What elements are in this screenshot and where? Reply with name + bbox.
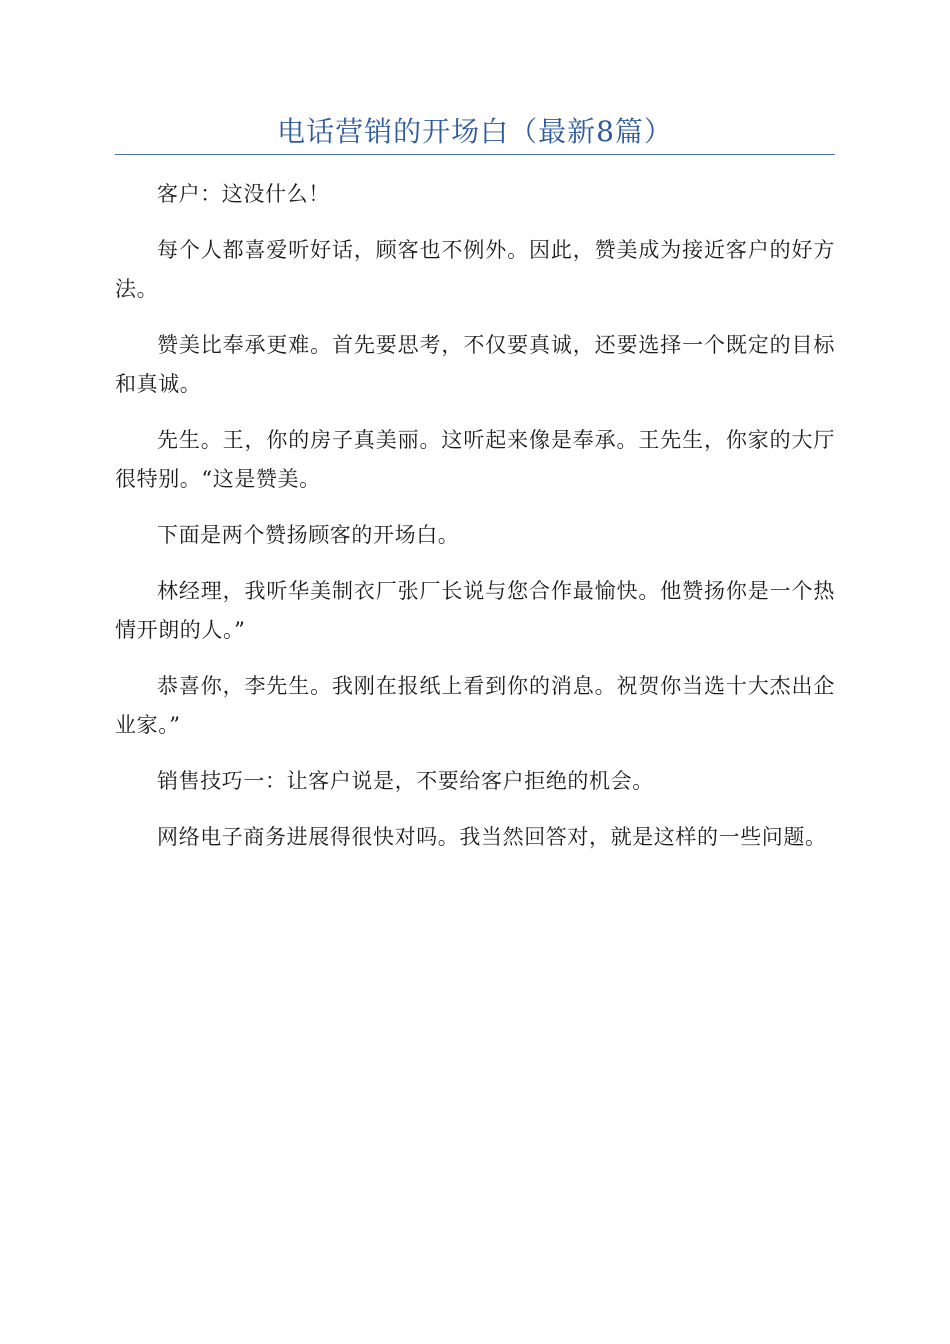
title-underline [115, 154, 835, 155]
paragraph-7: 恭喜你，李先生。我刚在报纸上看到你的消息。祝贺你当选十大杰出企业家。” [115, 674, 835, 737]
paragraph-5: 下面是两个赞扬顾客的开场白。 [157, 523, 460, 547]
paragraph-6: 林经理，我听华美制衣厂张厂长说与您合作最愉快。他赞扬你是一个热情开朗的人。” [115, 579, 835, 642]
paragraph-4: 先生。王，你的房子真美丽。这听起来像是奉承。王先生，你家的大厅很特别。“这是赞美。 [115, 428, 835, 491]
paragraph-1: 客户：这没什么！ [157, 182, 330, 206]
paragraph-9: 网络电子商务进展得很快对吗。我当然回答对，就是这样的一些问题。 [157, 825, 827, 849]
paragraph-2: 每个人都喜爱听好话，顾客也不例外。因此，赞美成为接近客户的好方法。 [115, 238, 835, 301]
paragraph-3: 赞美比奉承更难。首先要思考，不仅要真诚，还要选择一个既定的目标和真诚。 [115, 333, 835, 396]
document-title: 电话营销的开场白（最新8篇） [277, 115, 673, 148]
paragraph-8: 销售技巧一：让客户说是，不要给客户拒绝的机会。 [157, 769, 654, 793]
document-body [115, 175, 835, 874]
